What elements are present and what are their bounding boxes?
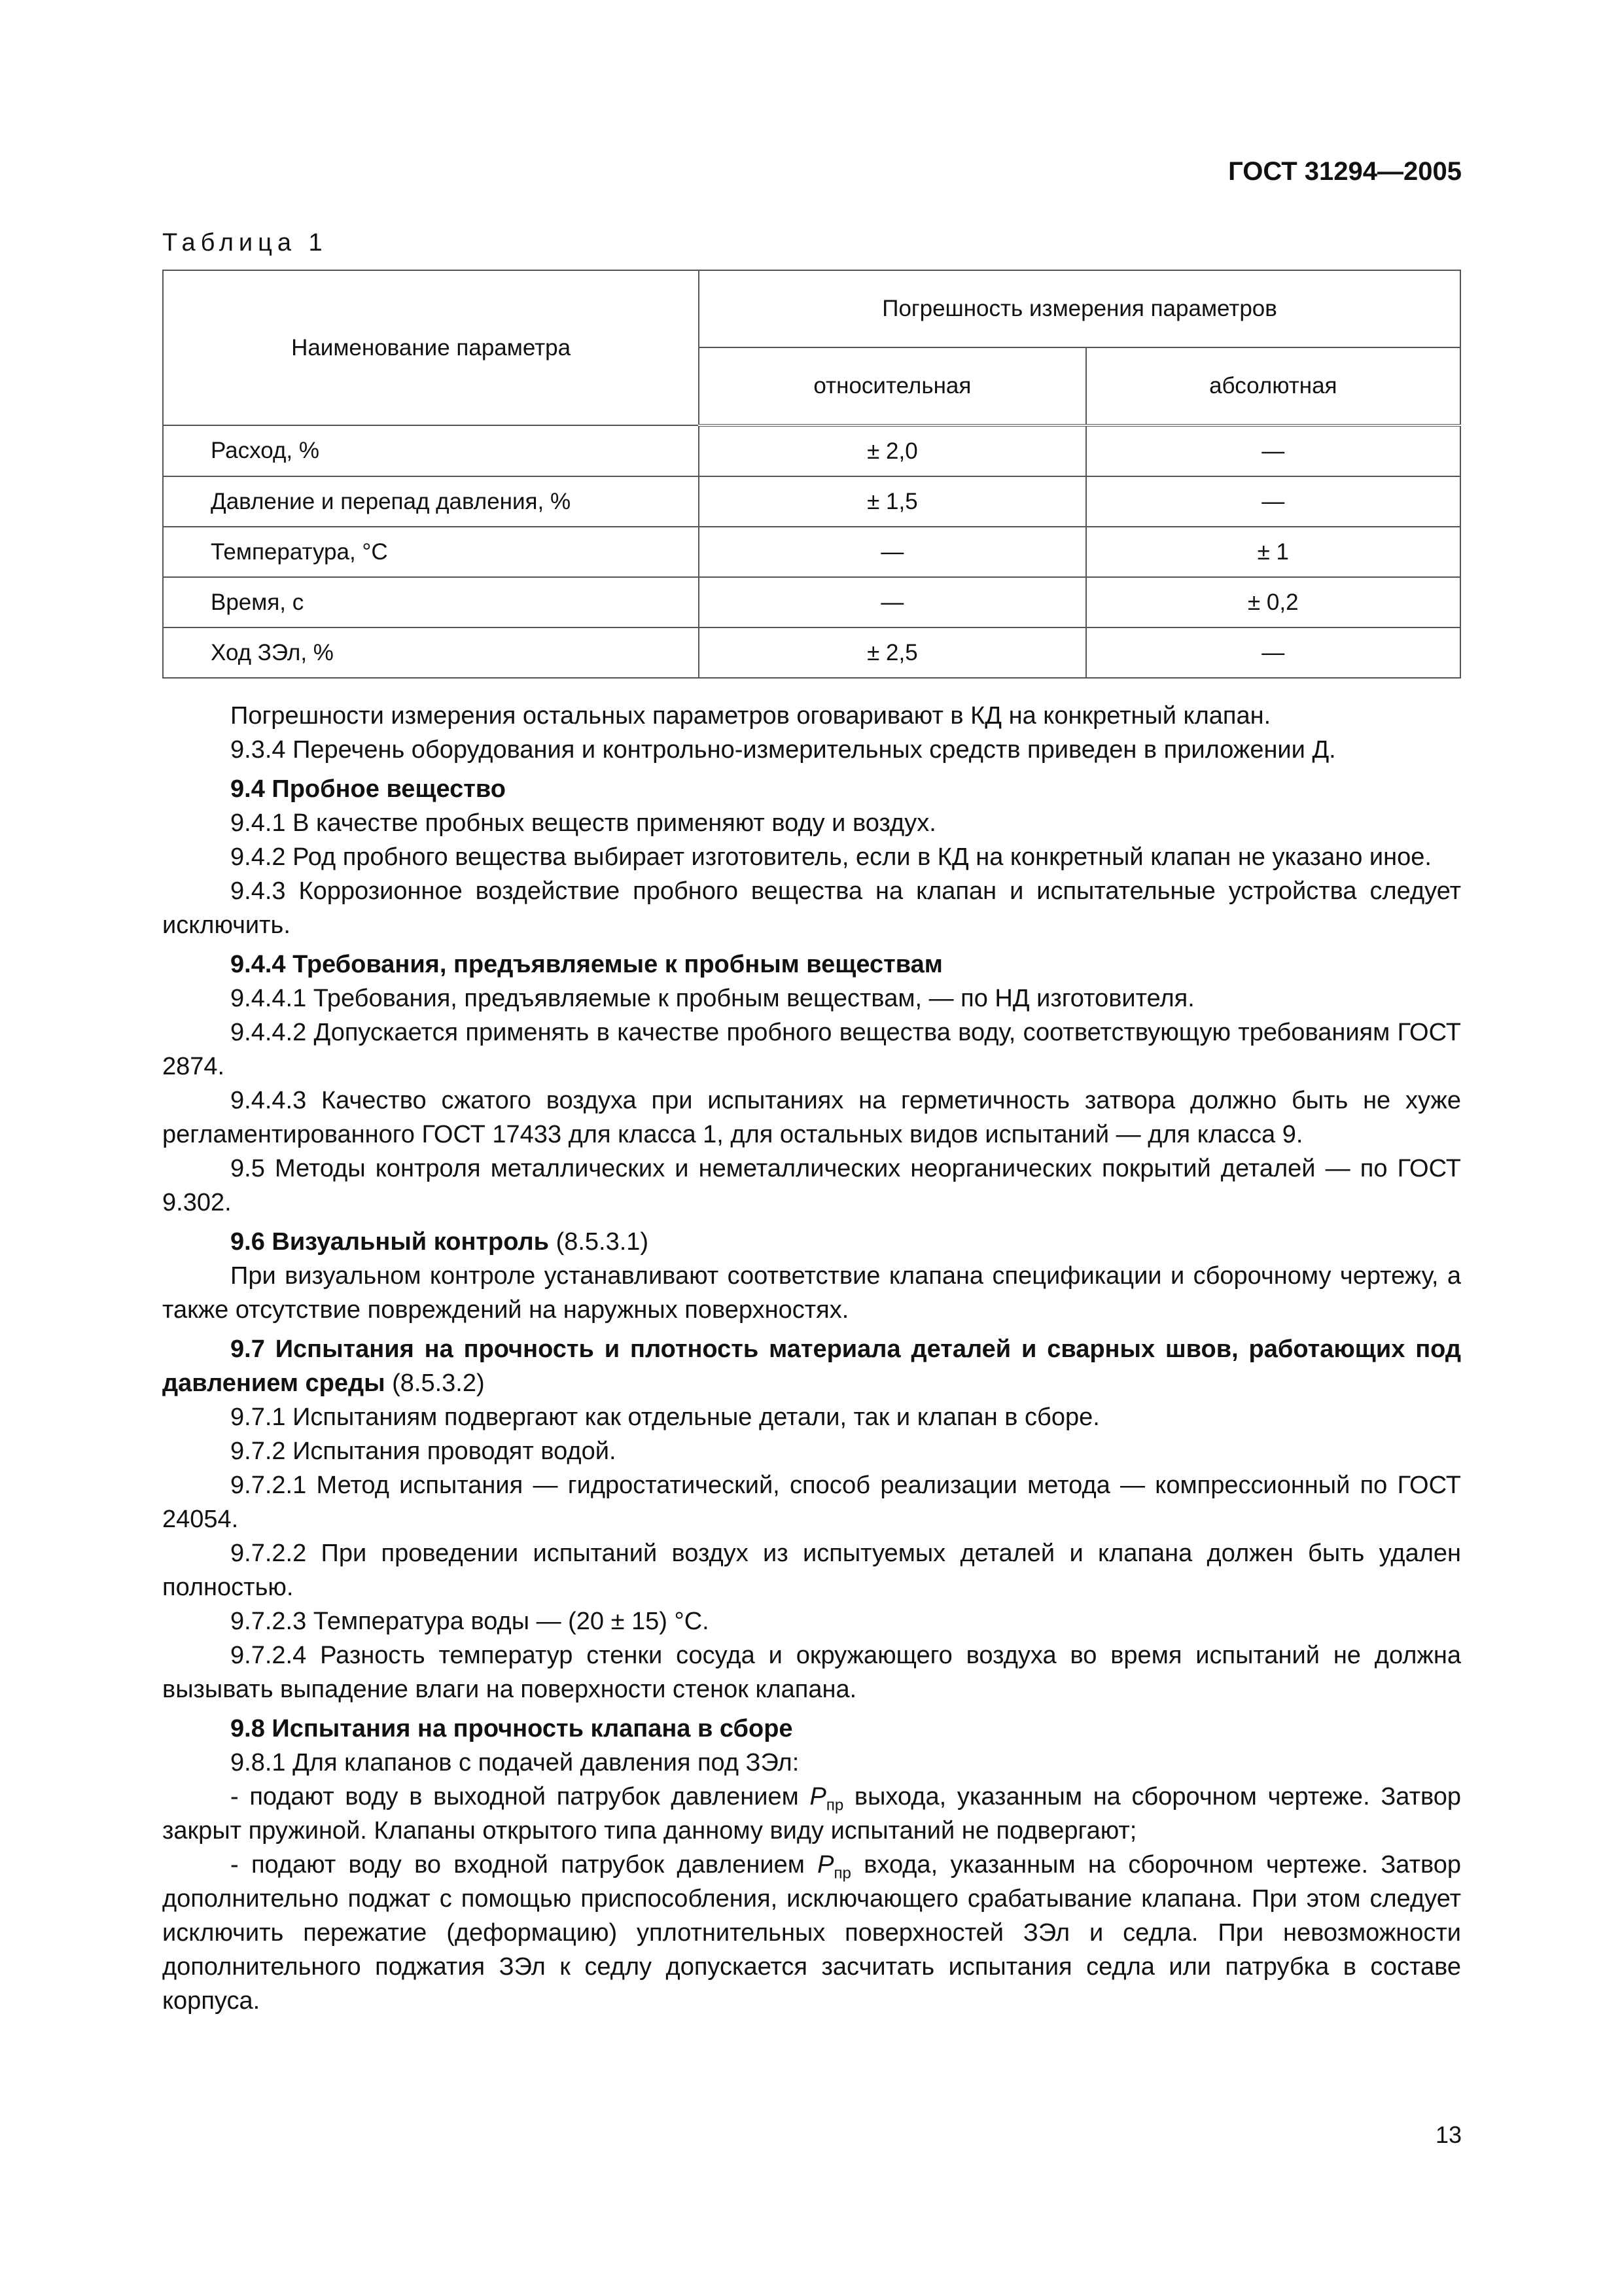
document-body <box>162 699 1461 2018</box>
section-heading-9-7 <box>162 1332 1461 1400</box>
bullet-text-end: входа, указанным на сборочном чертеже. Затвор дополнительно поджат с помощью приспособления, исключающего срабатывание клапана. При этом следует исключить пережатие (деформацию) уплотнительных поверхностей ЗЭл и седла. При невозможности дополнительного поджатия ЗЭл к седлу допускается засчитать испытания седла или патрубка в составе корпуса. <box>162 1851 1462 2015</box>
document-code: ГОСТ 31294—2005 <box>1228 157 1462 186</box>
bullet-paragraph <box>162 1848 1461 2018</box>
header-absolute: абсолютная <box>1086 347 1460 425</box>
row-absolute: — <box>1086 476 1460 527</box>
pressure-symbol: P <box>817 1851 834 1879</box>
heading-reference: (8.5.3.2) <box>392 1369 485 1397</box>
paragraph: 9.4.1 В качестве пробных веществ применяют воду и воздух. <box>230 809 936 837</box>
row-name: Ход ЗЭл, % <box>163 627 699 678</box>
paragraph: 9.4.4.3 Качество сжатого воздуха при испытаниях на герметичность затвора должно быть не хуже регламентированного ГОСТ 17433 для класса 1, для остальных видов испытаний — для класса 9. <box>162 1087 1461 1148</box>
row-relative: ± 2,0 <box>699 425 1085 476</box>
paragraph: 9.7.2.3 Температура воды — (20 ± 15) °С. <box>230 1608 709 1635</box>
section-heading-9-8: 9.8 Испытания на прочность клапана в сборе <box>230 1715 793 1742</box>
section-heading-9-4: 9.4 Пробное вещество <box>230 775 506 803</box>
row-relative: ± 2,5 <box>699 627 1085 678</box>
row-name: Температура, °С <box>163 527 699 577</box>
paragraph: 9.7.2.1 Метод испытания — гидростатический, способ реализации метода — компрессионный по ГОСТ 24054. <box>162 1472 1461 1533</box>
paragraph: 9.8.1 Для клапанов с подачей давления под ЗЭл: <box>230 1749 800 1776</box>
row-name: Давление и перепад давления, % <box>163 476 699 527</box>
section-heading-9-6 <box>162 1225 1461 1259</box>
table-row <box>163 425 1460 476</box>
pressure-symbol: P <box>809 1783 826 1810</box>
paragraph: 9.5 Методы контроля металлических и неметаллических неорганических покрытий деталей — по ГОСТ 9.302. <box>162 1155 1461 1216</box>
header-error-group: Погрешность измерения параметров <box>699 270 1460 347</box>
row-relative: — <box>699 527 1085 577</box>
bullet-text-start: - подают воду во входной патрубок давлением <box>230 1851 805 1879</box>
header-parameter-name: Наименование параметра <box>163 270 699 425</box>
row-absolute: — <box>1086 425 1460 476</box>
table-row <box>163 627 1460 678</box>
pressure-subscript: пр <box>826 1796 844 1814</box>
row-relative: — <box>699 577 1085 627</box>
parameters-table <box>162 270 1461 679</box>
row-absolute: ± 1 <box>1086 527 1460 577</box>
row-name: Время, с <box>163 577 699 627</box>
bullet-text-start: - подают воду в выходной патрубок давлением <box>230 1783 799 1810</box>
paragraph: 9.7.2 Испытания проводят водой. <box>230 1438 616 1465</box>
table-row <box>163 527 1460 577</box>
section-heading-9-4-4: 9.4.4 Требования, предъявляемые к пробным веществам <box>230 951 943 978</box>
paragraph: 9.4.2 Род пробного вещества выбирает изготовитель, если в КД на конкретный клапан не указано иное. <box>230 843 1432 871</box>
table-caption: Таблица 1 <box>162 229 328 256</box>
table-row <box>163 577 1460 627</box>
paragraph: 9.4.4.2 Допускается применять в качестве пробного вещества воду, соответствующую требованиям ГОСТ 2874. <box>162 1019 1461 1080</box>
heading-reference: (8.5.3.1) <box>555 1228 649 1256</box>
row-name: Расход, % <box>163 425 699 476</box>
heading-text: 9.6 Визуальный контроль <box>230 1228 549 1256</box>
header-relative: относительная <box>699 347 1085 425</box>
table-row <box>163 476 1460 527</box>
row-absolute: — <box>1086 627 1460 678</box>
paragraph: 9.7.2.2 При проведении испытаний воздух из испытуемых деталей и клапана должен быть удален полностью. <box>162 1540 1461 1601</box>
row-relative: ± 1,5 <box>699 476 1085 527</box>
paragraph: При визуальном контроле устанавливают соответствие клапана спецификации и сборочному чертежу, а также отсутствие повреждений на наружных поверхностях. <box>162 1262 1461 1324</box>
row-absolute: ± 0,2 <box>1086 577 1460 627</box>
pressure-subscript: пр <box>834 1864 851 1882</box>
paragraph: 9.4.3 Коррозионное воздействие пробного вещества на клапан и испытательные устройства следует исключить. <box>162 877 1461 939</box>
paragraph: Погрешности измерения остальных параметров оговаривают в КД на конкретный клапан. <box>230 702 1271 730</box>
paragraph: 9.3.4 Перечень оборудования и контрольно-измерительных средств приведен в приложении Д. <box>230 736 1336 764</box>
bullet-text-end: выхода, указанным на сборочном чертеже. Затвор закрыт пружиной. Клапаны открытого типа данному виду испытаний не подвергают; <box>162 1783 1462 1845</box>
page-number: 13 <box>1435 2121 1462 2148</box>
bullet-paragraph <box>162 1780 1461 1848</box>
paragraph: 9.4.4.1 Требования, предъявляемые к пробным веществам, — по НД изготовителя. <box>230 985 1195 1012</box>
paragraph: 9.7.1 Испытаниям подвергают как отдельные детали, так и клапан в сборе. <box>230 1404 1100 1431</box>
paragraph: 9.7.2.4 Разность температур стенки сосуда и окружающего воздуха во время испытаний не должна вызывать выпадение влаги на поверхности стенок клапана. <box>162 1642 1461 1703</box>
heading-text: 9.7 Испытания на прочность и плотность материала деталей и сварных швов, работающих под давлением среды <box>162 1335 1461 1397</box>
